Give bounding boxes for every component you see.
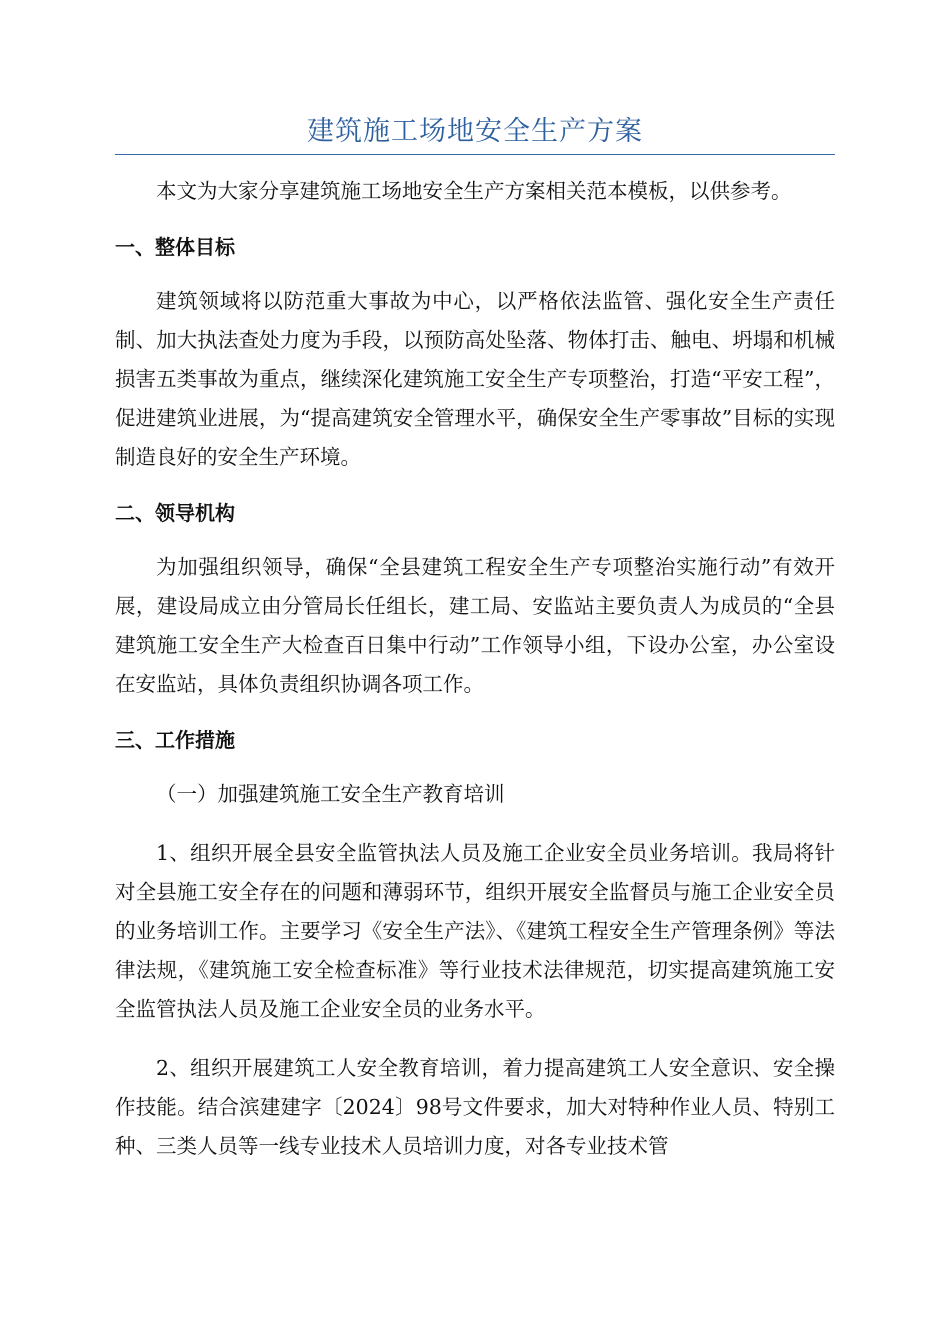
goals-paragraph: 建筑领域将以防范重大事故为中心，以严格依法监管、强化安全生产责任制、加大执法查处力度为手段，以预防高处坠落、物体打击、触电、坍塌和机械损害五类事故为重点，继续深化建筑施工安全生产专项整治，打造“平安工程”，促进建筑业进展，为“提高建筑安全管理水平，确保安全生产零事故”目标的实现制造良好的安全生产环境。 xyxy=(115,289,835,469)
measures-paragraph-2: 2、组织开展建筑工人安全教育培训，着力提高建筑工人安全意识、安全操作技能。结合滨建建字〔2024〕98号文件要求，加大对特种作业人员、特别工种、三类人员等一线专业技术人员培训力度，对各专业技术管 xyxy=(115,1056,835,1158)
measures-paragraph-1: 1、组织开展全县安全监管执法人员及施工企业安全员业务培训。我局将针对全县施工安全存在的问题和薄弱环节，组织开展安全监督员与施工企业安全员的业务培训工作。主要学习《安全生产法》、《建筑工程安全生产管理条例》等法律法规，《建筑施工安全检查标准》等行业技术法律规范，切实提高建筑施工安全监管执法人员及施工企业安全员的业务水平。 xyxy=(115,841,835,1021)
title-underline xyxy=(115,154,835,155)
section-heading-goals: 一、整体目标 xyxy=(115,235,235,259)
section-heading-leadership: 二、领导机构 xyxy=(115,501,235,525)
intro-paragraph: 本文为大家分享建筑施工场地安全生产方案相关范本模板，以供参考。 xyxy=(156,179,792,203)
leadership-paragraph: 为加强组织领导，确保“全县建筑工程安全生产专项整治实施行动”有效开展，建设局成立由分管局长任组长，建工局、安监站主要负责人为成员的“全县建筑施工安全生产大检查百日集中行动”工作领导小组，下设办公室，办公室设在安监站，具体负责组织协调各项工作。 xyxy=(115,555,835,696)
document-title: 建筑施工场地安全生产方案 xyxy=(307,116,643,147)
document-body xyxy=(115,172,835,1166)
section-heading-measures: 三、工作措施 xyxy=(115,728,235,752)
measures-subheading: （一）加强建筑施工安全生产教育培训 xyxy=(156,782,505,806)
